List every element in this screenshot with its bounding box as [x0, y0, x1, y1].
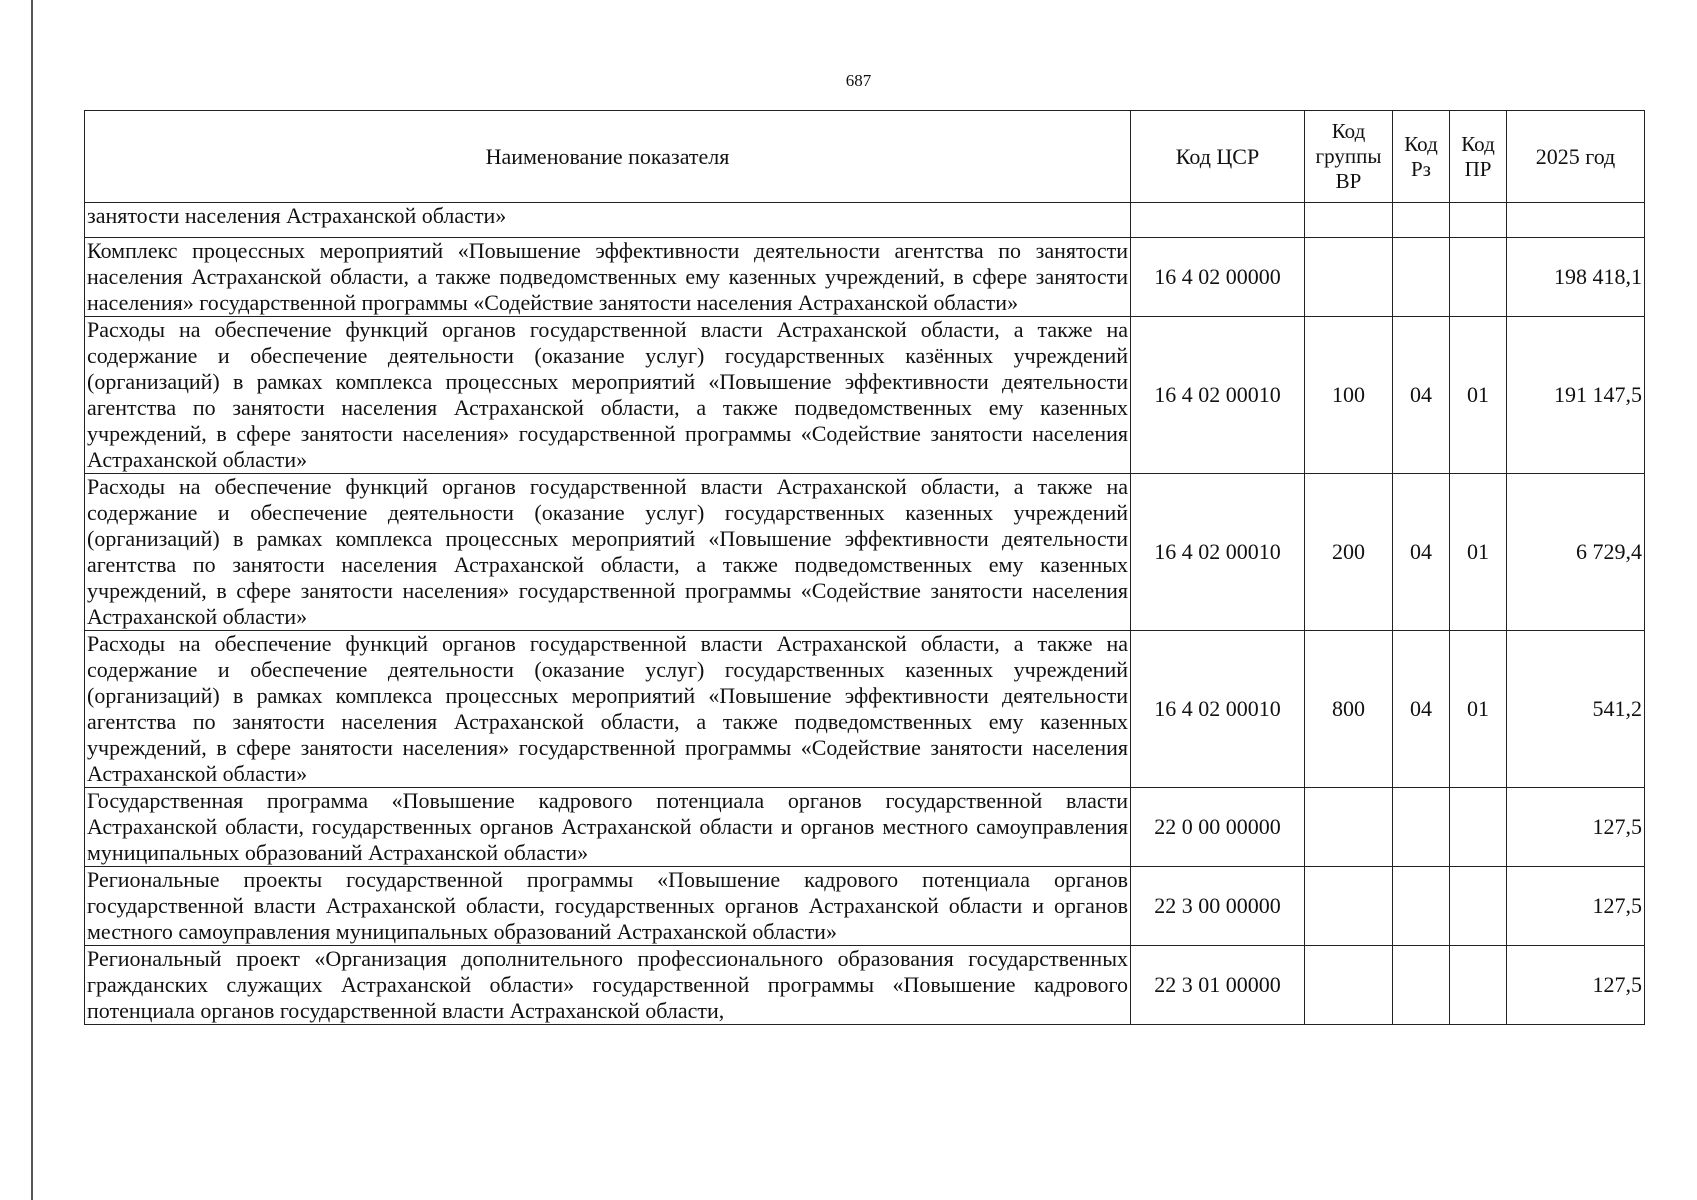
row-pr: [1450, 867, 1507, 946]
row-vr: [1305, 867, 1393, 946]
row-csr: 16 4 02 00010: [1131, 474, 1305, 631]
row-vr: [1305, 788, 1393, 867]
row-pr: [1450, 203, 1507, 238]
row-vr: [1305, 203, 1393, 238]
row-amount: 6 729,4: [1507, 474, 1645, 631]
row-vr: [1305, 238, 1393, 317]
row-vr: 100: [1305, 317, 1393, 474]
row-pr: [1450, 238, 1507, 317]
row-name: Расходы на обеспечение функций органов государственной власти Астраханской области, а также на содержание и обеспечение деятельности (оказание услуг) государственных казённых учреждений (организаций) в рамках комплекса процессных мероприятий «Повышение эффективности деятельности агентства по занятости населения Астраханской области, а также подведомственных ему казенных учреждений, в сфере занятости населения» государственной программы «Содействие занятости населения Астраханской области»: [85, 317, 1131, 474]
row-rz: 04: [1393, 474, 1450, 631]
row-rz: 04: [1393, 317, 1450, 474]
table-row: [85, 474, 1645, 631]
header-vr: Код группы ВР: [1305, 111, 1393, 203]
row-name: Расходы на обеспечение функций органов государственной власти Астраханской области, а также на содержание и обеспечение деятельности (оказание услуг) государственных казенных учреждений (организаций) в рамках комплекса процессных мероприятий «Повышение эффективности деятельности агентства по занятости населения Астраханской области, а также подведомственных ему казенных учреждений, в сфере занятости населения» государственной программы «Содействие занятости населения Астраханской области»: [85, 631, 1131, 788]
row-name: Региональные проекты государственной программы «Повышение кадрового потенциала органов государственной власти Астраханской области, государственных органов Астраханской области и органов местного самоуправления муниципальных образований Астраханской области»: [85, 867, 1131, 946]
header-amount: 2025 год: [1507, 111, 1645, 203]
row-amount: 127,5: [1507, 788, 1645, 867]
row-name: Расходы на обеспечение функций органов государственной власти Астраханской области, а также на содержание и обеспечение деятельности (оказание услуг) государственных казенных учреждений (организаций) в рамках комплекса процессных мероприятий «Повышение эффективности деятельности агентства по занятости населения Астраханской области, а также подведомственных ему казенных учреждений, в сфере занятости населения» государственной программы «Содействие занятости населения Астраханской области»: [85, 474, 1131, 631]
row-rz: [1393, 788, 1450, 867]
row-amount: 541,2: [1507, 631, 1645, 788]
table-row: [85, 631, 1645, 788]
row-csr: 22 3 00 00000: [1131, 867, 1305, 946]
page-number: 687: [845, 71, 872, 90]
row-name: Комплекс процессных мероприятий «Повышение эффективности деятельности агентства по занятости населения Астраханской области, а также подведомственных ему казенных учреждений, в сфере занятости населения» государственной программы «Содействие занятости населения Астраханской области»: [85, 238, 1131, 317]
row-pr: 01: [1450, 474, 1507, 631]
row-pr: 01: [1450, 631, 1507, 788]
table-row: [85, 788, 1645, 867]
table-row: [85, 867, 1645, 946]
row-csr: 22 0 00 00000: [1131, 788, 1305, 867]
row-amount: [1507, 203, 1645, 238]
row-amount: 191 147,5: [1507, 317, 1645, 474]
header-rz: Код Рз: [1393, 111, 1450, 203]
row-csr: 16 4 02 00010: [1131, 631, 1305, 788]
row-amount: 127,5: [1507, 946, 1645, 1025]
row-csr: 16 4 02 00010: [1131, 317, 1305, 474]
row-pr: [1450, 788, 1507, 867]
row-csr: 16 4 02 00000: [1131, 238, 1305, 317]
table-row: [85, 317, 1645, 474]
header-name: Наименование показателя: [85, 111, 1131, 203]
row-csr: [1131, 203, 1305, 238]
row-csr: 22 3 01 00000: [1131, 946, 1305, 1025]
row-pr: 01: [1450, 317, 1507, 474]
header-csr: Код ЦСР: [1131, 111, 1305, 203]
row-name: Региональный проект «Организация дополнительного профессионального образования государственных гражданских служащих Астраханской области» государственной программы «Повышение кадрового потенциала органов государственной власти Астраханской области,: [85, 946, 1131, 1025]
row-rz: 04: [1393, 631, 1450, 788]
row-name: занятости населения Астраханской области»: [85, 203, 1131, 238]
row-vr: 800: [1305, 631, 1393, 788]
row-name: Государственная программа «Повышение кадрового потенциала органов государственной власти Астраханской области, государственных органов Астраханской области и органов местного самоуправления муниципальных образований Астраханской области»: [85, 788, 1131, 867]
row-amount: 127,5: [1507, 867, 1645, 946]
table-row: [85, 203, 1645, 238]
budget-table: [84, 110, 1645, 1025]
binding-edge-line: [31, 0, 33, 1200]
row-rz: [1393, 946, 1450, 1025]
table-row: [85, 946, 1645, 1025]
row-rz: [1393, 238, 1450, 317]
row-pr: [1450, 946, 1507, 1025]
row-amount: 198 418,1: [1507, 238, 1645, 317]
table-header-row: [85, 111, 1645, 203]
header-pr: Код ПР: [1450, 111, 1507, 203]
row-rz: [1393, 867, 1450, 946]
row-vr: 200: [1305, 474, 1393, 631]
row-vr: [1305, 946, 1393, 1025]
row-rz: [1393, 203, 1450, 238]
table-row: [85, 238, 1645, 317]
